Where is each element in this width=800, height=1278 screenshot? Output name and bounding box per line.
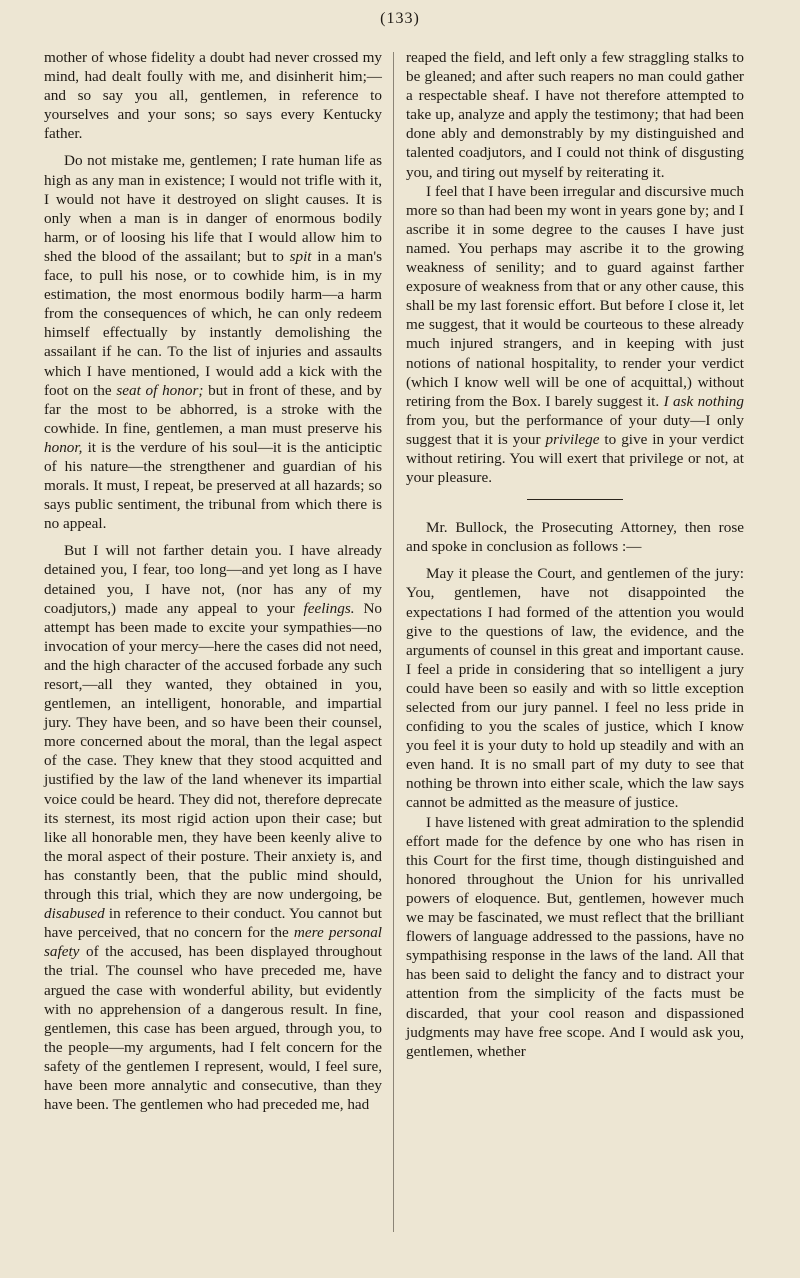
page-number: (133)	[380, 10, 420, 27]
right-column	[406, 48, 744, 1061]
left-paragraph-3: But I will not farther detain you. I have already detained you, I fear, too long—and yet long as I have detained you, I have not, (nor has any of my coadjutors,) made any appeal to your feelings. No attempt has been made to excite your sympathies—no invocation of your mercy—here the cases did not need, and the high character of the accused forbade any such resort,—all they wanted, they obtained in you, gentlemen, an intelligent, honorable, and impartial jury. They have been, and so have been their counsel, more concerned about the moral, than the legal aspect of the case. They knew that they stood acquitted and justified by the law of the land whenever its impartial voice could be heard. They did not, therefore deprecate its sternest, its most rigid action upon their case; but like all honorable men, they have been keenly alive to the moral aspect of their posture. Their anxiety is, and has constantly been, that the public mind should, through this trial, which they are now undergoing, be disabused in reference to their conduct. You cannot but have perceived, that no concern for the mere personal safety of the accused, has been displayed throughout the trial. The counsel who have preceded me, have argued the case with wonderful ability, but evidently with no apprehension of a dangerous result. In fine, gentlemen, this case has been argued, through you, to the people—my arguments, had I felt concern for the safety of the gentlemen I represent, would, I feel sure, have been more annalytic and consecutive, than they have been. The gentlemen who had preceded me, had	[44, 542, 383, 1114]
stage-direction: Mr. Bullock, the Prosecuting Attorney, then rose and spoke in conclusion as follows :—	[406, 519, 744, 556]
section-separator	[527, 499, 623, 500]
left-paragraph-2: Do not mistake me, gentlemen; I rate human life as high as any man in existence; I would not trifle with it, I would not have it destroyed on slight causes. It is only when a man is in danger of enormous bodily harm, or of loosing his life that I would allow him to shed the blood of the assailant; but to spit in a man's face, to pull his nose, or to cowhide him, is in my estimation, the most enormous bodily harm—a harm from the consequences of which, he can only redeem himself effectually by instantly demolishing the assailant if he can. To the list of injuries and assaults which I have mentioned, I would add a kick with the foot on the seat of honor; but in front of these, and by far the most to be abhorred, is a stroke with the cowhide. In fine, gentlemen, a man must preserve his honor, it is the verdure of his soul—it is the anticiptic of his nature—the strengthener and guardian of his morals. It must, I repeat, be preserved at all hazards; so says public sentiment, the tribunal from which there is no appeal.	[44, 152, 382, 533]
left-paragraph-1: mother of whose fidelity a doubt had never crossed my mind, had dealt foully with me, and disinherit him;—and so say you all, gentlemen, in reference to yourselves and your sons; so says every Kentucky father.	[44, 49, 382, 143]
right-paragraph-2: I feel that I have been irregular and discursive much more so than had been my wont in years gone by; and I ascribe it in some degree to the causes I have just named. You perhaps may ascribe it to the growing weakness of senility; and to guard against farther exposure of weakness from that or any other cause, this shall be my last forensic effort. But before I close it, let me suggest, that it would be courteous to these already much injured strangers, and in keeping with just notions of national hospitality, to render your verdict (which I know well will be one of acquittal,) without retiring from the Box. I barely suggest it. I ask nothing from you, but the performance of your duty—I only suggest that it is your privilege to give in your verdict without retiring. You will exert that privilege or not, at your pleasure.	[406, 182, 745, 487]
column-divider	[393, 52, 394, 1232]
right-paragraph-3: May it please the Court, and gentlemen of the jury: You, gentlemen, have not disappointed the expectations I had formed of the attention you would give to the questions of law, the evidence, and the arguments of counsel in this great and important cause. I feel a pride in considering that so intelligent a jury could have been so easily and with so little exception selected from our jury pannel. I feel no less pride in confiding to you the scales of justice, which I know you feel it is your duty to hold up steadily and with an even hand. It is no small part of my duty to see that nothing be thrown into either scale, which the law says cannot be admitted as the measure of justice.	[406, 565, 744, 812]
right-paragraph-1: reaped the field, and left only a few straggling stalks to be gleaned; and after such reapers no man could gather a respectable sheaf. I have not therefore attempted to take up, analyze and apply the testimony; that had been done ably and demonstrably by my distinguished and talented coadjutors, and I could not think of disgusting you, and tiring out myself by reiterating it.	[406, 49, 744, 181]
left-column	[44, 48, 382, 1114]
right-paragraph-4: I have listened with great admiration to the splendid effort made for the defence by one who has risen in this Court for the first time, though distinguished and honored throughout the Union for his unrivalled powers of eloquence. But, gentlemen, however much we may be fascinated, we must reflect that the brilliant flowers of language addressed to the passions, have no sympathising response in the laws of the land. All that has been said to delight the fancy and to distract your attention from the simplicity of the facts must be discarded, that your cool reason and dispassioned judgments may have free scope. And I would ask you, gentlemen, whether	[406, 813, 744, 1060]
